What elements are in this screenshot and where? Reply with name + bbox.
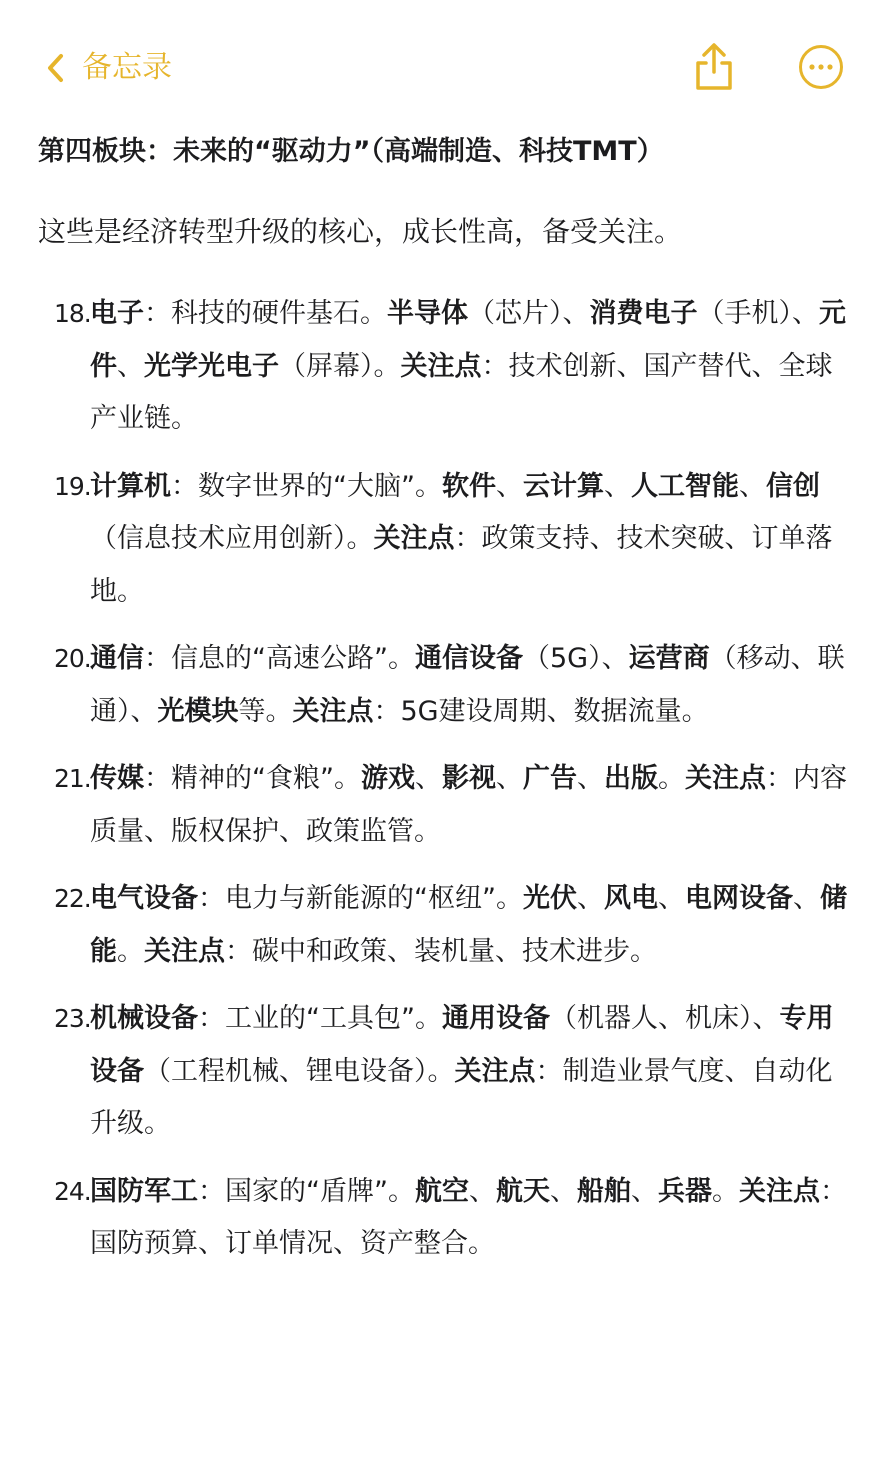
bold-text: 电气设备 <box>90 883 198 914</box>
back-label: 备忘录 <box>82 50 172 85</box>
text-run: 、 <box>117 350 144 382</box>
bold-text: 人工智能 <box>630 470 739 502</box>
item-number: 19. <box>54 471 91 501</box>
item-text <box>90 1166 848 1271</box>
bold-text: 专用设备 <box>90 1003 834 1087</box>
bold-text: 出版 <box>603 763 658 794</box>
text-run: （机器人、机床）、 <box>549 1003 780 1034</box>
list-item <box>38 461 848 619</box>
back-button[interactable] <box>46 44 172 92</box>
text-run: 、 <box>576 883 604 914</box>
bold-text: 光模块 <box>157 695 239 727</box>
bold-text: 风电 <box>603 883 658 914</box>
text-run: ：工业的“工具包”。 <box>198 1003 442 1034</box>
text-run: ：信息的“高速公路”。 <box>144 643 415 674</box>
bold-text: 关注点 <box>373 523 455 554</box>
text-run: （移动、联通）、 <box>90 643 845 727</box>
text-run: 、 <box>576 763 604 794</box>
bold-text: 关注点 <box>400 350 482 382</box>
bold-text: 影视 <box>441 763 496 794</box>
bold-text: 通信 <box>90 643 144 674</box>
item-number: 24. <box>54 1176 91 1206</box>
share-icon <box>692 77 736 96</box>
item-text <box>90 993 848 1151</box>
bold-text: 光伏 <box>522 883 577 914</box>
list-item <box>38 753 848 858</box>
bold-text: 关注点 <box>738 1175 820 1207</box>
bold-text: 运营商 <box>628 643 710 674</box>
list-item <box>38 633 848 738</box>
list-item <box>38 873 848 978</box>
bold-text: 通信设备 <box>414 643 523 674</box>
section-title: 第四板块：未来的“驱动力”（高端制造、科技TMT） <box>38 136 664 167</box>
text-run: ：5G建设周期、数据流量。 <box>373 695 709 727</box>
text-run: ：数字世界的“大脑”。 <box>171 470 442 502</box>
bold-text: 计算机 <box>90 470 171 502</box>
text-run: 、 <box>657 883 685 914</box>
item-number: 21. <box>54 764 91 793</box>
more-options-button[interactable] <box>798 44 844 90</box>
text-run: 、 <box>495 763 523 794</box>
text-run: （信息技术应用创新）。 <box>90 523 374 554</box>
navigation-bar <box>0 0 880 130</box>
text-run: ：碳中和政策、装机量、技术进步。 <box>225 935 657 967</box>
text-run: 、 <box>495 470 523 502</box>
text-run: 。 <box>711 1175 739 1207</box>
text-run: ：技术创新、国产替代、全球产业链。 <box>90 350 833 434</box>
chevron-left-icon <box>46 53 64 83</box>
text-run: 、 <box>630 1175 658 1207</box>
item-number: 18. <box>54 299 91 328</box>
text-run: ：国防预算、订单情况、资产整合。 <box>90 1175 847 1259</box>
item-text <box>90 753 848 858</box>
list-item <box>38 993 848 1151</box>
note-body[interactable] <box>38 128 848 1286</box>
bold-text: 关注点 <box>144 935 225 967</box>
bold-text: 传媒 <box>90 763 144 794</box>
intro-text: 这些是经济转型升级的核心，成长性高，备受关注。 <box>38 215 683 248</box>
text-run: ：精神的“食粮”。 <box>144 763 361 794</box>
text-run: 、 <box>603 470 631 502</box>
item-text <box>90 461 848 619</box>
bold-text: 国防军工 <box>90 1175 198 1207</box>
text-run: 、 <box>792 883 820 914</box>
bold-text: 储能 <box>90 883 847 967</box>
item-text <box>90 873 848 978</box>
text-run: ：政策支持、技术突破、订单落地。 <box>90 523 833 607</box>
bold-text: 关注点 <box>292 695 374 727</box>
list-item <box>38 288 848 446</box>
text-run: 。 <box>657 763 685 794</box>
bold-text: 兵器 <box>657 1175 712 1207</box>
bold-text: 航空 <box>414 1175 469 1207</box>
bold-text: 关注点 <box>684 763 766 794</box>
bold-text: 电网设备 <box>684 883 793 914</box>
text-run: （屏幕）。 <box>279 350 401 382</box>
text-run: ：内容质量、版权保护、政策监管。 <box>90 763 847 847</box>
text-run: 等。 <box>238 695 293 727</box>
bold-text: 广告 <box>522 763 577 794</box>
bold-text: 软件 <box>441 470 496 502</box>
sector-list <box>38 288 848 1271</box>
text-run: 、 <box>414 763 442 794</box>
text-run: 、 <box>468 1175 496 1207</box>
text-run: 、 <box>738 470 766 502</box>
item-number: 22. <box>54 884 91 913</box>
bold-text: 电子 <box>90 298 144 329</box>
bold-text: 游戏 <box>360 763 415 794</box>
text-run: ：制造业景气度、自动化升级。 <box>90 1055 833 1139</box>
text-run: （手机）、 <box>697 298 819 329</box>
list-item <box>38 1166 848 1271</box>
bold-text: 云计算 <box>522 470 604 502</box>
text-run: （工程机械、锂电设备）。 <box>144 1055 455 1087</box>
item-number: 20. <box>54 644 91 673</box>
bold-text: 元件 <box>90 298 846 382</box>
bold-text: 航天 <box>495 1175 550 1207</box>
item-text <box>90 288 848 446</box>
text-run: （芯片）、 <box>468 298 590 329</box>
bold-text: 关注点 <box>454 1055 536 1087</box>
bold-text: 信创 <box>765 470 820 502</box>
item-number: 23. <box>54 1004 91 1033</box>
bold-text: 消费电子 <box>589 298 698 329</box>
share-button[interactable] <box>692 42 736 92</box>
bold-text: 船舶 <box>576 1175 631 1207</box>
bold-text: 半导体 <box>387 298 468 329</box>
text-run: 、 <box>549 1175 577 1207</box>
text-run: ：国家的“盾牌”。 <box>198 1175 415 1207</box>
text-run: （5G）、 <box>522 643 629 674</box>
item-text <box>90 633 848 738</box>
text-run: 。 <box>117 935 144 967</box>
bold-text: 机械设备 <box>90 1003 198 1034</box>
bold-text: 通用设备 <box>441 1003 550 1034</box>
bold-text: 光学光电子 <box>144 350 279 382</box>
text-run: ：科技的硬件基石。 <box>144 298 387 329</box>
text-run: ：电力与新能源的“枢纽”。 <box>198 883 523 914</box>
more-icon <box>798 75 844 94</box>
